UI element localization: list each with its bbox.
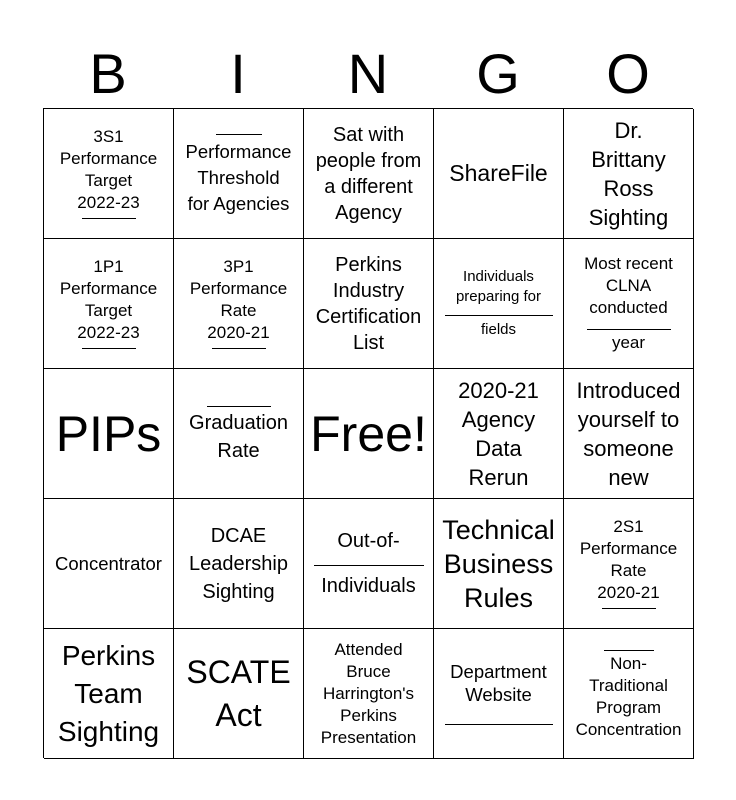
cell-text: Agency (461, 406, 536, 432)
cell-text: Agency (335, 201, 402, 224)
cell-text: Concentrator (55, 552, 162, 574)
fill-in-blank (82, 218, 136, 219)
cell-text: Program (595, 698, 662, 717)
cell-text: Individuals (321, 575, 416, 597)
cell-text: Attended (334, 639, 403, 659)
bingo-cell-r4c3[interactable] (304, 499, 434, 629)
header-letter-n: N (347, 42, 389, 105)
fill-in-blank (82, 348, 136, 349)
cell-text: Bruce (346, 661, 391, 681)
cell-text: SCATE (186, 653, 291, 690)
cell-text: Act (215, 696, 262, 733)
cell-text: Performance (59, 149, 158, 168)
cell-text: Brittany (591, 146, 666, 172)
cell-text: Presentation (320, 727, 417, 747)
bingo-cell-r5c3[interactable] (304, 629, 434, 759)
cell-text: Out-of- (337, 530, 400, 552)
cell-text: 2020-21 (597, 583, 660, 602)
cell-text: yourself to (577, 406, 680, 432)
cell-text: PIPs (55, 405, 162, 462)
cell-text: Certification (315, 305, 422, 328)
bingo-cell-r3c1[interactable] (44, 369, 174, 499)
bingo-cell-r4c2[interactable] (174, 499, 304, 629)
cell-text: Ross (603, 175, 654, 201)
cell-text: Performance (189, 279, 288, 298)
fill-in-blank (216, 134, 262, 135)
cell-text: Sighting (57, 715, 160, 747)
cell-text: Leadership (189, 552, 288, 575)
cell-text: CLNA (605, 276, 652, 295)
bingo-cell-r3c3[interactable] (304, 369, 434, 499)
cell-text: Graduation (189, 412, 288, 434)
cell-text: Rate (220, 301, 257, 320)
bingo-cell-r3c5[interactable] (564, 369, 694, 499)
cell-text: 3P1 (223, 257, 254, 276)
bingo-cell-r5c1[interactable] (44, 629, 174, 759)
cell-text: Performance (59, 279, 158, 298)
cell-text: 2022-23 (77, 193, 140, 212)
cell-text: Rerun (468, 464, 529, 490)
bingo-cell-r5c4[interactable] (434, 629, 564, 759)
bingo-cell-r5c2[interactable] (174, 629, 304, 759)
bingo-cell-r1c2[interactable] (174, 109, 304, 239)
cell-text: Introduced (576, 377, 681, 403)
cell-text: Performance (579, 539, 678, 558)
cell-text: Non- (610, 654, 647, 673)
cell-text: Team (74, 677, 143, 709)
bingo-cell-r1c3[interactable] (304, 109, 434, 239)
cell-text: Dr. (614, 117, 643, 143)
cell-text: 3S1 (93, 127, 124, 146)
cell-text: conducted (589, 298, 668, 317)
cell-text: Industry (332, 279, 405, 302)
cell-text: Threshold (197, 167, 280, 188)
cell-text: fields (480, 321, 517, 338)
cell-text: new (608, 464, 649, 490)
fill-in-blank (602, 608, 656, 609)
cell-text: Harrington's (322, 683, 415, 703)
fill-in-blank (207, 406, 271, 407)
bingo-cell-r1c5[interactable] (564, 109, 694, 239)
bingo-cell-r2c2[interactable] (174, 239, 304, 369)
cell-text: Target (84, 171, 133, 190)
cell-text: List (352, 331, 385, 354)
cell-text: Individuals (463, 268, 534, 285)
fill-in-blank (445, 315, 553, 316)
header-letter-o: O (606, 42, 650, 105)
cell-text: Rules (463, 582, 534, 613)
fill-in-blank (587, 329, 671, 330)
fill-in-blank (445, 724, 553, 725)
cell-text: 2022-23 (77, 323, 140, 342)
header-letter-b: B (89, 42, 127, 105)
cell-text: Perkins (340, 705, 397, 725)
cell-text: Sighting (202, 580, 275, 603)
bingo-cell-r3c2[interactable] (174, 369, 304, 499)
header-letter-g: G (476, 42, 520, 105)
bingo-header (43, 40, 693, 108)
cell-text: Rate (610, 561, 647, 580)
cell-text: someone (583, 435, 674, 461)
fill-in-blank (314, 565, 424, 566)
bingo-card-grid (43, 108, 693, 758)
cell-text: Performance (185, 141, 292, 162)
cell-text: Technical (442, 514, 555, 545)
fill-in-blank (212, 348, 266, 349)
bingo-cell-r2c3[interactable] (304, 239, 434, 369)
cell-text: 1P1 (93, 257, 124, 276)
cell-text: Perkins (61, 639, 156, 671)
cell-text: 2020-21 (458, 377, 539, 403)
bingo-cell-r4c4[interactable] (434, 499, 564, 629)
cell-text: Sat with (332, 123, 405, 146)
cell-text: 2020-21 (207, 323, 270, 342)
cell-text: a different (324, 175, 413, 198)
bingo-cell-r4c1[interactable] (44, 499, 174, 629)
cell-text: DCAE (210, 524, 267, 547)
header-letter-i: I (230, 42, 246, 105)
bingo-cell-r4c5[interactable] (564, 499, 694, 629)
cell-text: ShareFile (449, 160, 548, 186)
cell-text: Business (443, 548, 554, 579)
bingo-cell-r1c4[interactable] (434, 109, 564, 239)
bingo-cell-r1c1[interactable] (44, 109, 174, 239)
cell-text: people from (315, 149, 422, 172)
cell-text: preparing for (455, 288, 542, 305)
bingo-cell-r2c5[interactable] (564, 239, 694, 369)
bingo-cell-r3c4[interactable] (434, 369, 564, 499)
cell-text: Website (465, 684, 532, 705)
bingo-cell-r2c1[interactable] (44, 239, 174, 369)
cell-text: 2S1 (613, 517, 644, 536)
cell-text: Most recent (584, 254, 673, 273)
cell-text: Traditional (589, 676, 668, 695)
cell-text: Rate (217, 440, 260, 462)
cell-text: year (611, 333, 646, 352)
free-space: Free! (310, 405, 427, 462)
cell-text: Concentration (575, 720, 682, 739)
cell-text: Department (450, 661, 547, 682)
cell-text: for Agencies (187, 193, 290, 214)
cell-text: Data (475, 435, 522, 461)
cell-text: Target (84, 301, 133, 320)
bingo-cell-r2c4[interactable] (434, 239, 564, 369)
cell-text: Sighting (588, 204, 669, 230)
cell-text: Perkins (335, 253, 402, 276)
fill-in-blank (604, 650, 654, 651)
bingo-cell-r5c5[interactable] (564, 629, 694, 759)
